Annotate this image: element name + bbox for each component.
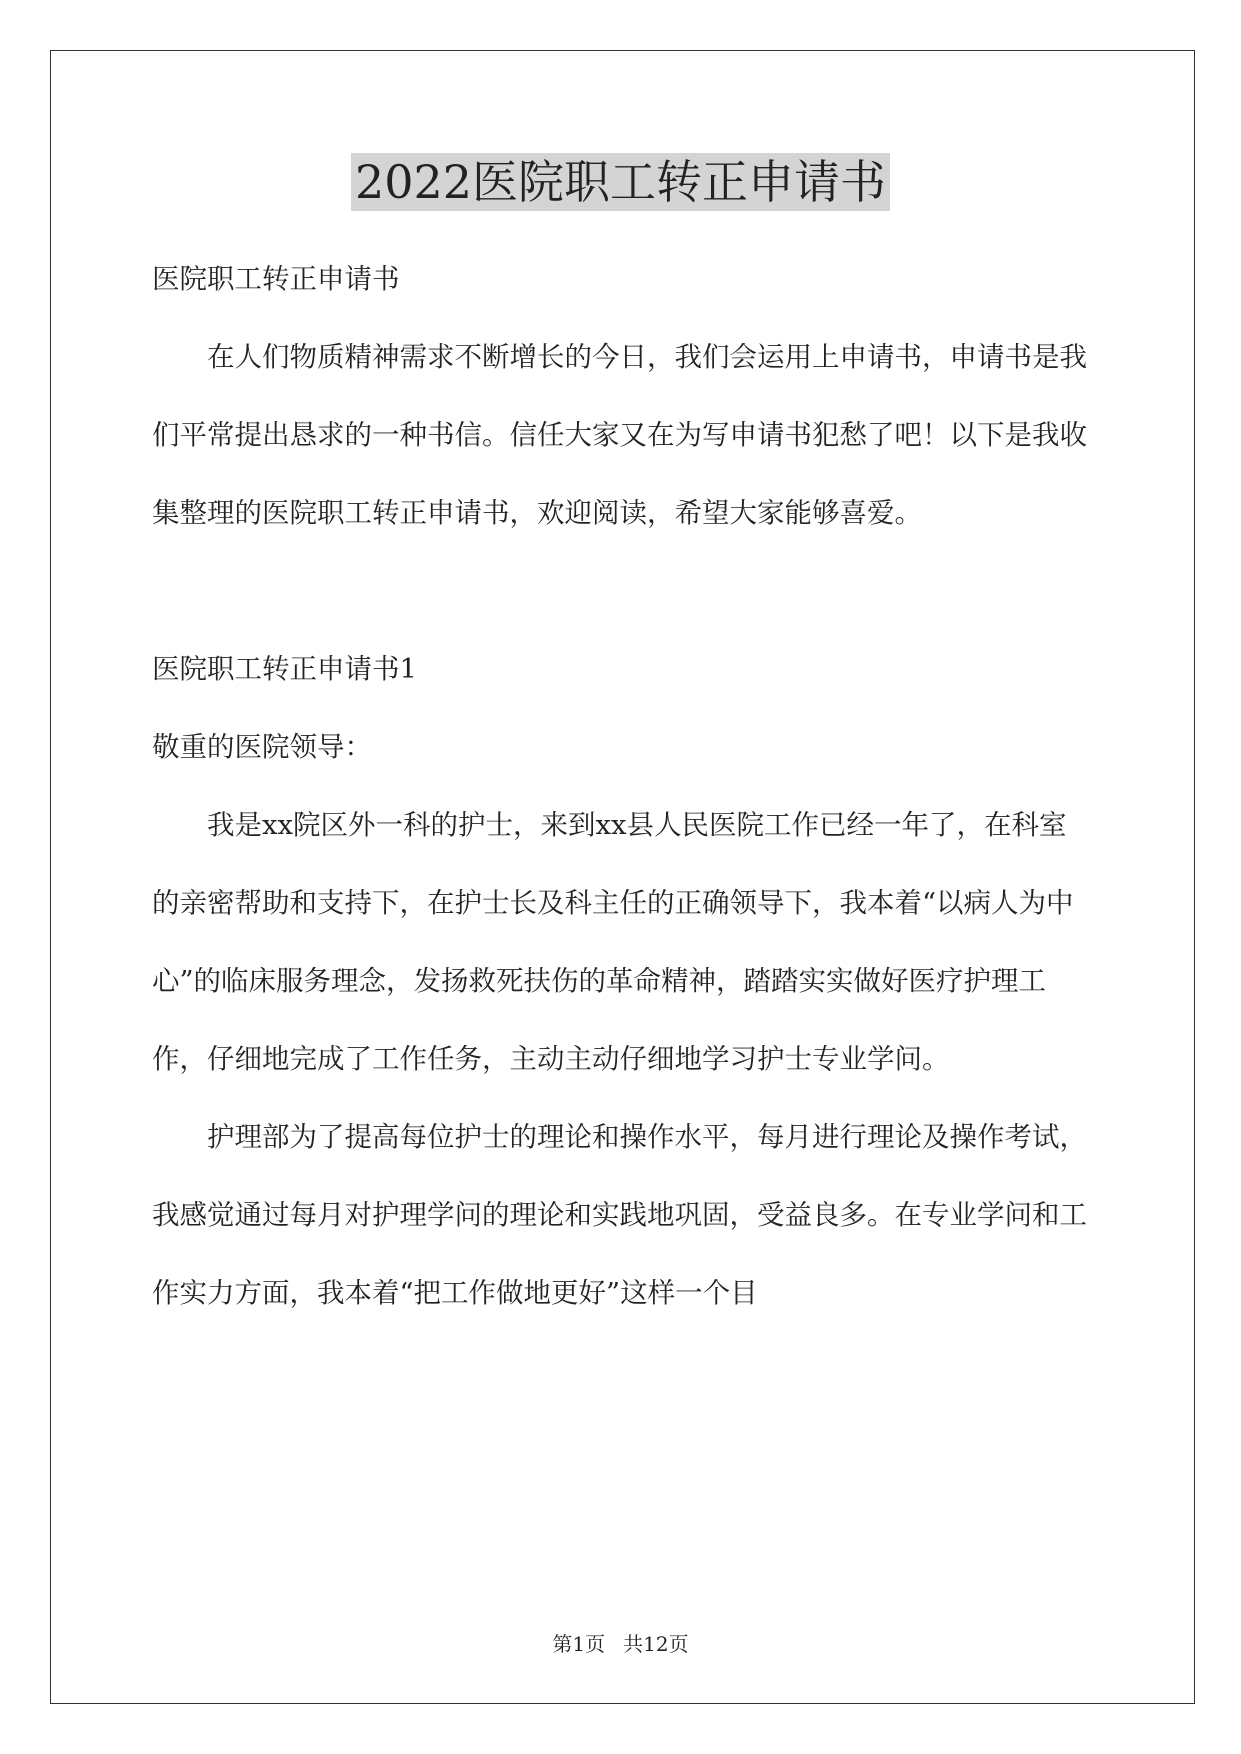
document-title bbox=[0, 152, 1241, 212]
document-heading: 医院职工转正申请书 bbox=[152, 263, 400, 295]
document-body bbox=[152, 240, 1094, 1332]
page-footer bbox=[0, 1632, 1241, 1656]
document-title-text: 2022医院职工转正申请书 bbox=[351, 153, 890, 211]
page-total: 共12页 bbox=[623, 1632, 689, 1656]
intro-paragraph: 在人们物质精神需求不断增长的今日，我们会运用上申请书，申请书是我们平常提出恳求的一种书信。信任大家又在为写申请书犯愁了吧！以下是我收集整理的医院职工转正申请书，欢迎阅读，希望大家能够喜爱。 bbox=[152, 341, 1087, 529]
body-paragraph-2: 护理部为了提高每位护士的理论和操作水平，每月进行理论及操作考试，我感觉通过每月对护理学问的理论和实践地巩固，受益良多。在专业学问和工作实力方面，我本着“把工作做地更好”这样一个目 bbox=[152, 1121, 1087, 1309]
salutation: 敬重的医院领导： bbox=[152, 731, 372, 763]
body-paragraph-1: 我是xx院区外一科的护士，来到xx县人民医院工作已经一年了，在科室的亲密帮助和支持下，在护士长及科主任的正确领导下，我本着“以病人为中心”的临床服务理念，发扬救死扶伤的革命精神，踏踏实实做好医疗护理工作，仔细地完成了工作任务，主动主动仔细地学习护士专业学问。 bbox=[152, 809, 1074, 1075]
section-heading: 医院职工转正申请书1 bbox=[152, 653, 417, 685]
page-number: 第1页 bbox=[552, 1632, 606, 1656]
